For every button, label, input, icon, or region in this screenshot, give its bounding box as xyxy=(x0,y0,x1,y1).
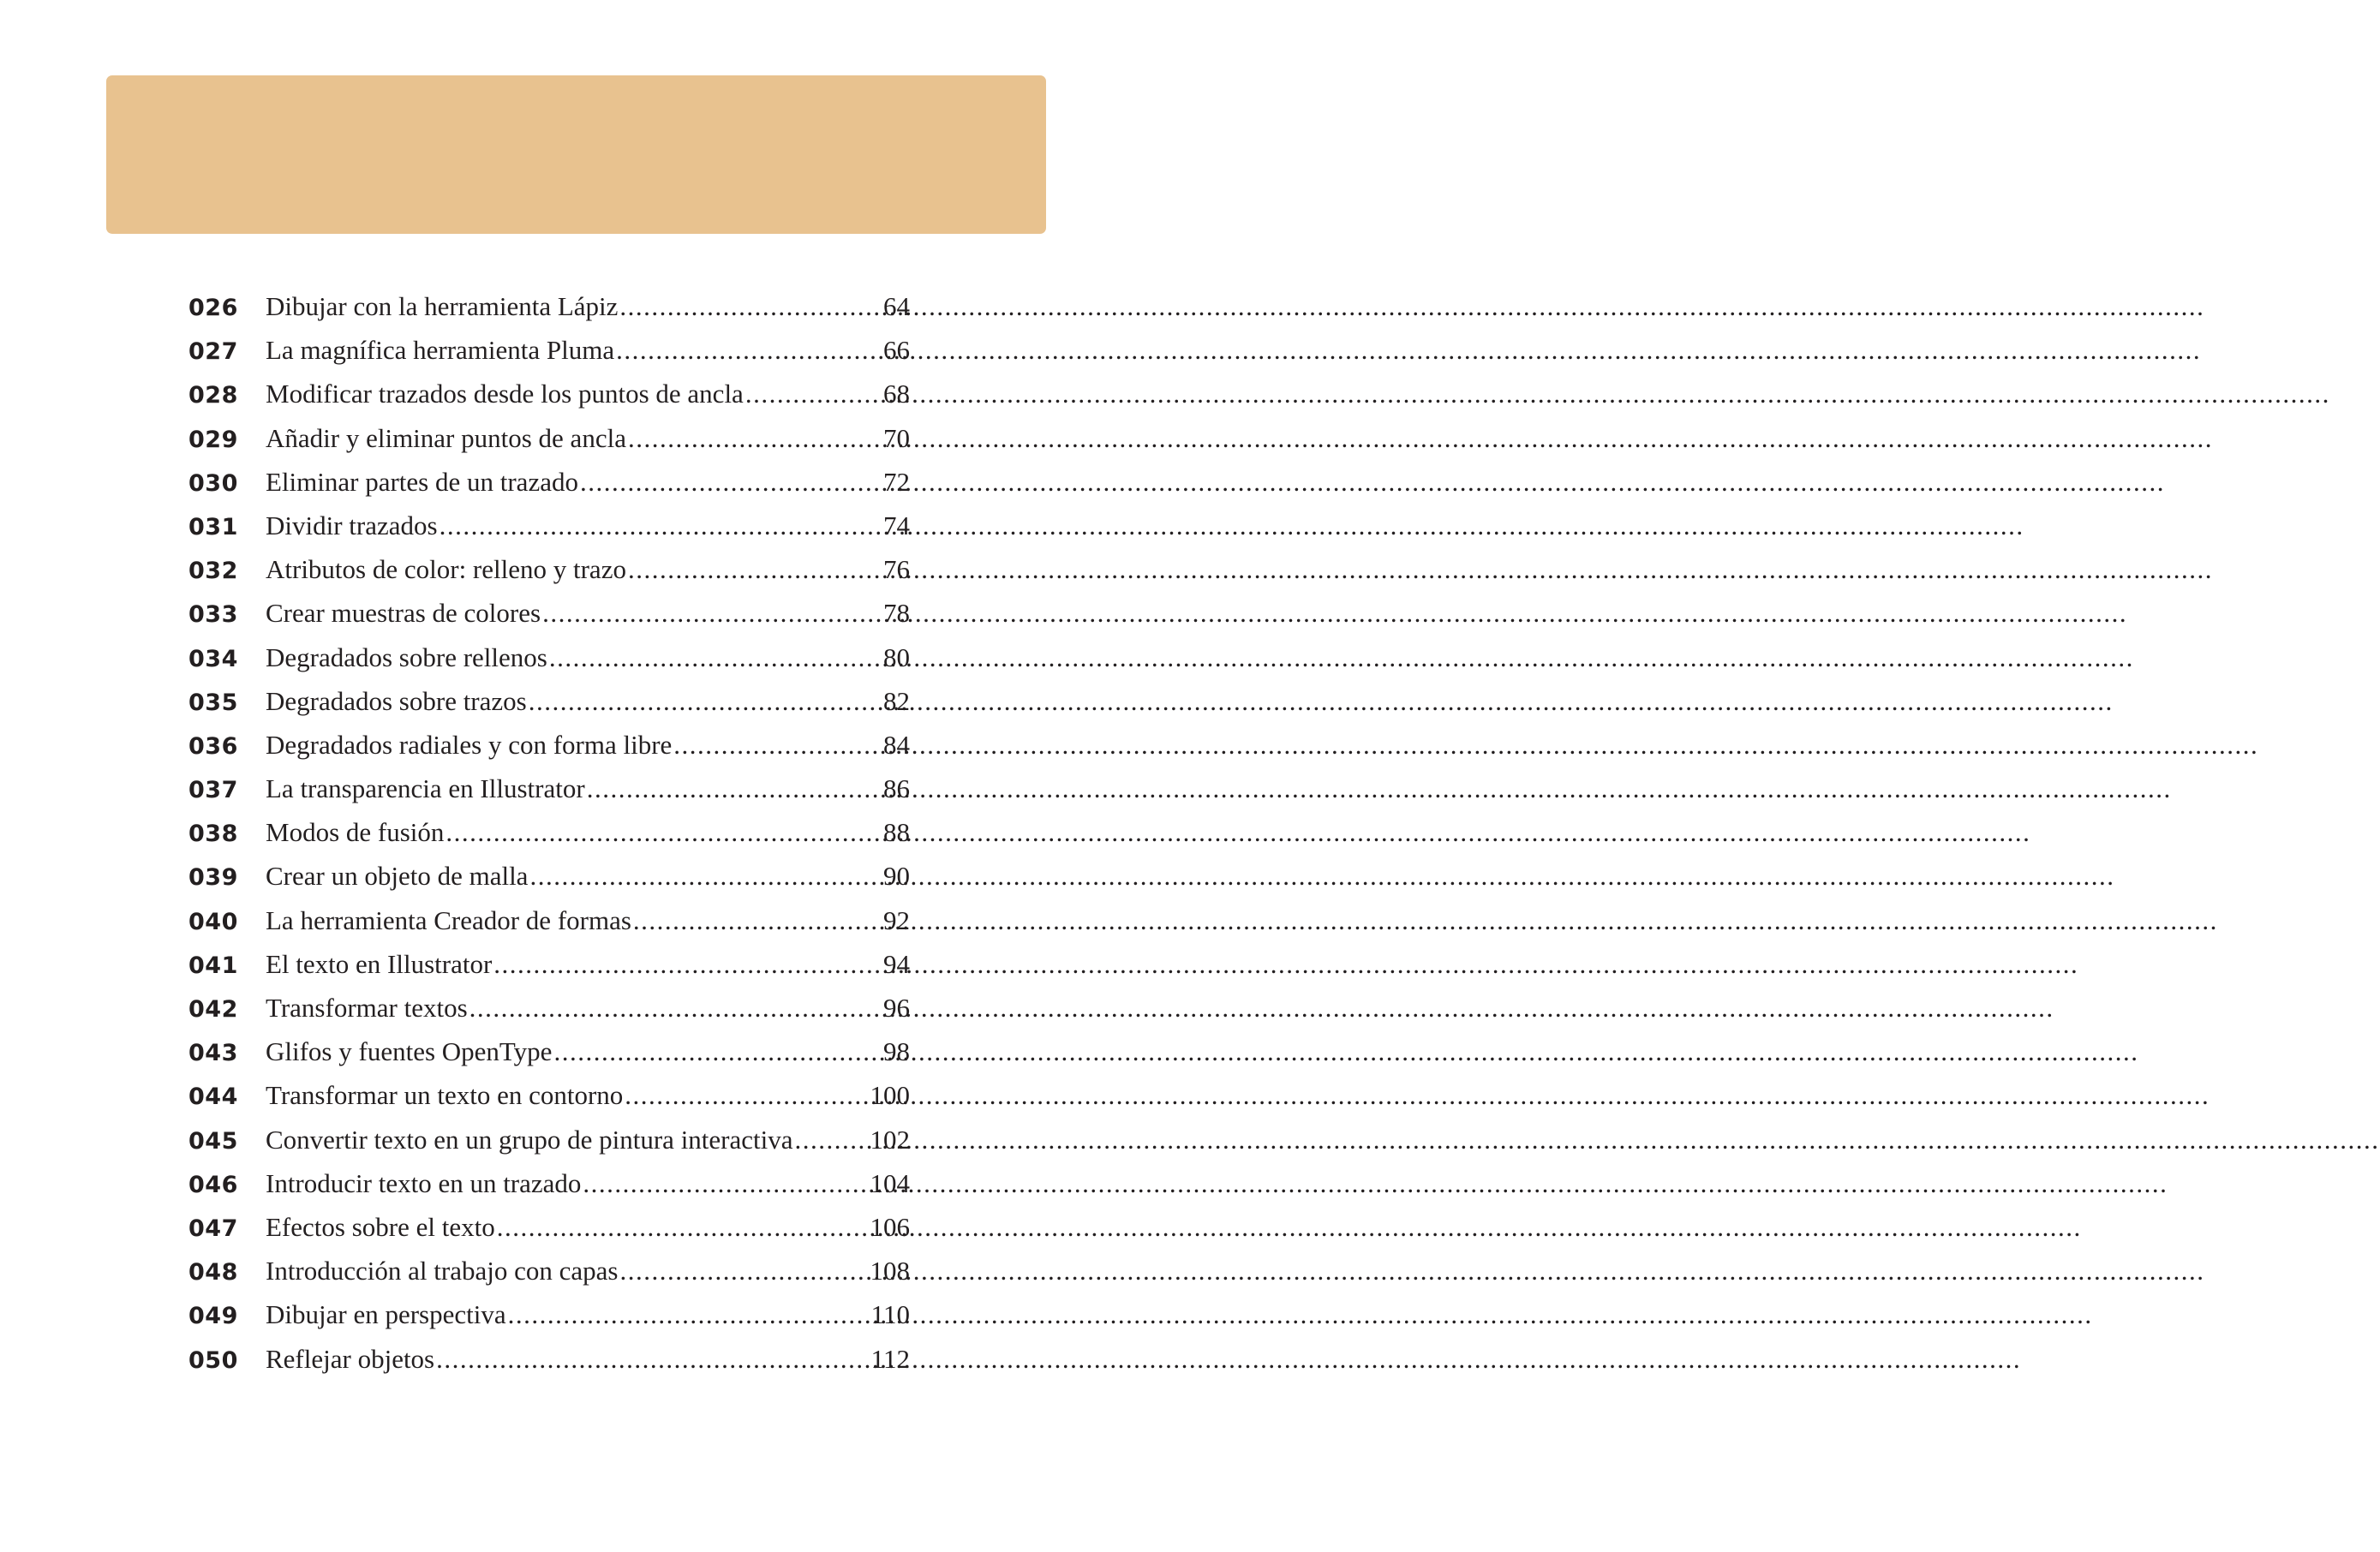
toc-entry-page: 110 xyxy=(870,1299,910,1330)
toc-entry xyxy=(188,810,910,854)
toc-entry-page: 88 xyxy=(883,817,910,848)
toc-entry xyxy=(188,591,910,635)
toc-entry-title: Atributos de color: relleno y trazo xyxy=(266,554,626,585)
toc-entry-page: 96 xyxy=(883,993,910,1023)
toc-entry-title: Crear muestras de colores xyxy=(266,598,541,629)
toc-entry-leader xyxy=(628,416,882,460)
toc-entry-number: 026 xyxy=(188,295,238,321)
toc-entry-number: 035 xyxy=(188,689,238,716)
toc-entry-leader xyxy=(628,547,882,591)
toc-entry-leader xyxy=(633,898,882,942)
toc-entry-number: 049 xyxy=(188,1303,238,1330)
toc-entry xyxy=(188,1205,910,1249)
toc-entry-number: 032 xyxy=(188,558,238,585)
toc-entry-leader xyxy=(553,1030,882,1073)
toc-entry-number: 033 xyxy=(188,601,238,629)
toc-entry-title: Eliminar partes de un trazado xyxy=(266,466,578,497)
toc-entry-number: 030 xyxy=(188,469,238,497)
toc-entry-leader xyxy=(587,767,882,810)
toc-entry-number: 047 xyxy=(188,1215,238,1242)
toc-entry-title: La herramienta Creador de formas xyxy=(266,904,631,935)
toc-entry-leader xyxy=(542,591,882,635)
toc-entry-leader xyxy=(529,679,882,723)
toc-entry-title: Modos de fusión xyxy=(266,817,445,848)
toc-entry xyxy=(188,328,910,372)
toc-entry xyxy=(188,1249,910,1292)
toc-entry-page: 68 xyxy=(883,379,910,409)
toc-entry xyxy=(188,416,910,460)
toc-entry-number: 048 xyxy=(188,1259,238,1286)
toc-entry-number: 036 xyxy=(188,732,238,760)
toc-entry xyxy=(188,372,910,415)
toc-entry-number: 037 xyxy=(188,777,238,804)
toc-entry-page: 102 xyxy=(870,1124,910,1155)
toc-entry-title: Dividir trazados xyxy=(266,510,438,540)
toc-entry-page: 80 xyxy=(883,642,910,672)
toc-entry-leader xyxy=(508,1292,870,1336)
toc-entry-leader xyxy=(625,1073,868,1117)
toc-entry-number: 038 xyxy=(188,821,238,848)
toc-entry-leader xyxy=(619,284,882,328)
toc-entry-page: 76 xyxy=(883,554,910,585)
toc-entry-title: Añadir y eliminar puntos de ancla xyxy=(266,422,626,453)
toc-entry-leader xyxy=(795,1118,869,1161)
toc-entry-number: 028 xyxy=(188,382,238,409)
toc-entry xyxy=(188,767,910,810)
toc-entry-leader xyxy=(616,328,882,372)
toc-entry xyxy=(188,504,910,547)
toc-entry xyxy=(188,636,910,679)
toc-entry-number: 029 xyxy=(188,426,238,453)
toc-entry-page: 106 xyxy=(870,1211,910,1242)
toc-entry xyxy=(188,1118,910,1161)
toc-entry-leader xyxy=(446,810,882,854)
toc-entry-number: 034 xyxy=(188,645,238,672)
toc-entry xyxy=(188,460,910,504)
toc-entry-title: El texto en Illustrator xyxy=(266,948,493,979)
toc-entry-number: 041 xyxy=(188,952,238,979)
toc-entry-number: 042 xyxy=(188,996,238,1023)
toc-entry-page: 72 xyxy=(883,466,910,497)
toc-entry-leader xyxy=(440,504,882,547)
toc-entry-number: 046 xyxy=(188,1171,238,1198)
toc-entry-title: Convertir texto en un grupo de pintura interactiva xyxy=(266,1124,793,1155)
toc-entry-title: La transparencia en Illustrator xyxy=(266,773,585,804)
toc-entry-number: 045 xyxy=(188,1127,238,1155)
toc-entry xyxy=(188,547,910,591)
toc-entry-title: Efectos sobre el texto xyxy=(266,1211,495,1242)
toc-entry-number: 043 xyxy=(188,1040,238,1067)
toc-entry-title: Degradados sobre rellenos xyxy=(266,642,547,672)
toc-entry-page: 92 xyxy=(883,904,910,935)
toc-entry-page: 82 xyxy=(883,685,910,716)
toc-entry-title: Introducción al trabajo con capas xyxy=(266,1256,619,1286)
toc-entry-title: Degradados sobre trazos xyxy=(266,685,527,716)
toc-entry-number: 039 xyxy=(188,864,238,892)
toc-entry-title: Transformar textos xyxy=(266,993,468,1023)
toc-entry-page: 74 xyxy=(883,510,910,540)
toc-entry-leader xyxy=(549,636,882,679)
toc-entry-page: 78 xyxy=(883,598,910,629)
toc-entry xyxy=(188,942,910,986)
toc-entry xyxy=(188,854,910,898)
toc-entry-title: La magnífica herramienta Pluma xyxy=(266,335,615,366)
toc-entry xyxy=(188,898,910,942)
toc-entry-title: Degradados radiales y con forma libre xyxy=(266,729,673,760)
toc-entry-page: 66 xyxy=(883,335,910,366)
toc-entry-page: 112 xyxy=(870,1343,910,1374)
toc-entry-leader xyxy=(529,854,882,898)
toc-entry-page: 70 xyxy=(883,422,910,453)
toc-entry-number: 031 xyxy=(188,513,238,540)
toc-entry-leader xyxy=(673,723,882,767)
toc-entry-number: 050 xyxy=(188,1346,238,1374)
toc-entry-leader xyxy=(583,1161,868,1205)
toc-entry xyxy=(188,1030,910,1073)
toc-entry-title: Dibujar en perspectiva xyxy=(266,1299,506,1330)
toc-entry xyxy=(188,986,910,1030)
toc-entry-title: Introducir texto en un trazado xyxy=(266,1167,582,1198)
toc-entry xyxy=(188,1161,910,1205)
toc-entry-page: 104 xyxy=(870,1167,910,1198)
toc-entry-page: 98 xyxy=(883,1036,910,1067)
toc-entry-number: 040 xyxy=(188,908,238,935)
toc-entry-page: 94 xyxy=(883,948,910,979)
toc-entry-title: Dibujar con la herramienta Lápiz xyxy=(266,291,619,321)
toc-entry-leader xyxy=(745,372,882,415)
toc-entry-title: Transformar un texto en contorno xyxy=(266,1080,624,1111)
toc-entry-title: Crear un objeto de malla xyxy=(266,861,529,892)
toc-entry-page: 100 xyxy=(870,1080,910,1111)
toc-entry-title: Reflejar objetos xyxy=(266,1343,435,1374)
table-of-contents xyxy=(188,284,910,1381)
toc-entry-number: 044 xyxy=(188,1083,238,1111)
toc-entry-leader xyxy=(497,1205,869,1249)
toc-entry-leader xyxy=(469,986,882,1030)
toc-entry-leader xyxy=(436,1337,870,1381)
toc-entry-leader xyxy=(619,1249,868,1292)
toc-entry-page: 108 xyxy=(870,1256,910,1286)
toc-entry-leader xyxy=(580,460,882,504)
toc-entry xyxy=(188,284,910,328)
header-band xyxy=(106,75,1046,234)
toc-entry xyxy=(188,723,910,767)
toc-entry xyxy=(188,1073,910,1117)
toc-entry-page: 90 xyxy=(883,861,910,892)
toc-entry-title: Glifos y fuentes OpenType xyxy=(266,1036,553,1067)
toc-entry xyxy=(188,1292,910,1336)
toc-entry xyxy=(188,1337,910,1381)
toc-entry-page: 84 xyxy=(883,729,910,760)
toc-entry-title: Modificar trazados desde los puntos de ancla xyxy=(266,379,744,409)
toc-entry-page: 86 xyxy=(883,773,910,804)
toc-entry xyxy=(188,679,910,723)
toc-entry-number: 027 xyxy=(188,338,238,366)
toc-entry-page: 64 xyxy=(883,291,910,321)
toc-entry-leader xyxy=(493,942,882,986)
